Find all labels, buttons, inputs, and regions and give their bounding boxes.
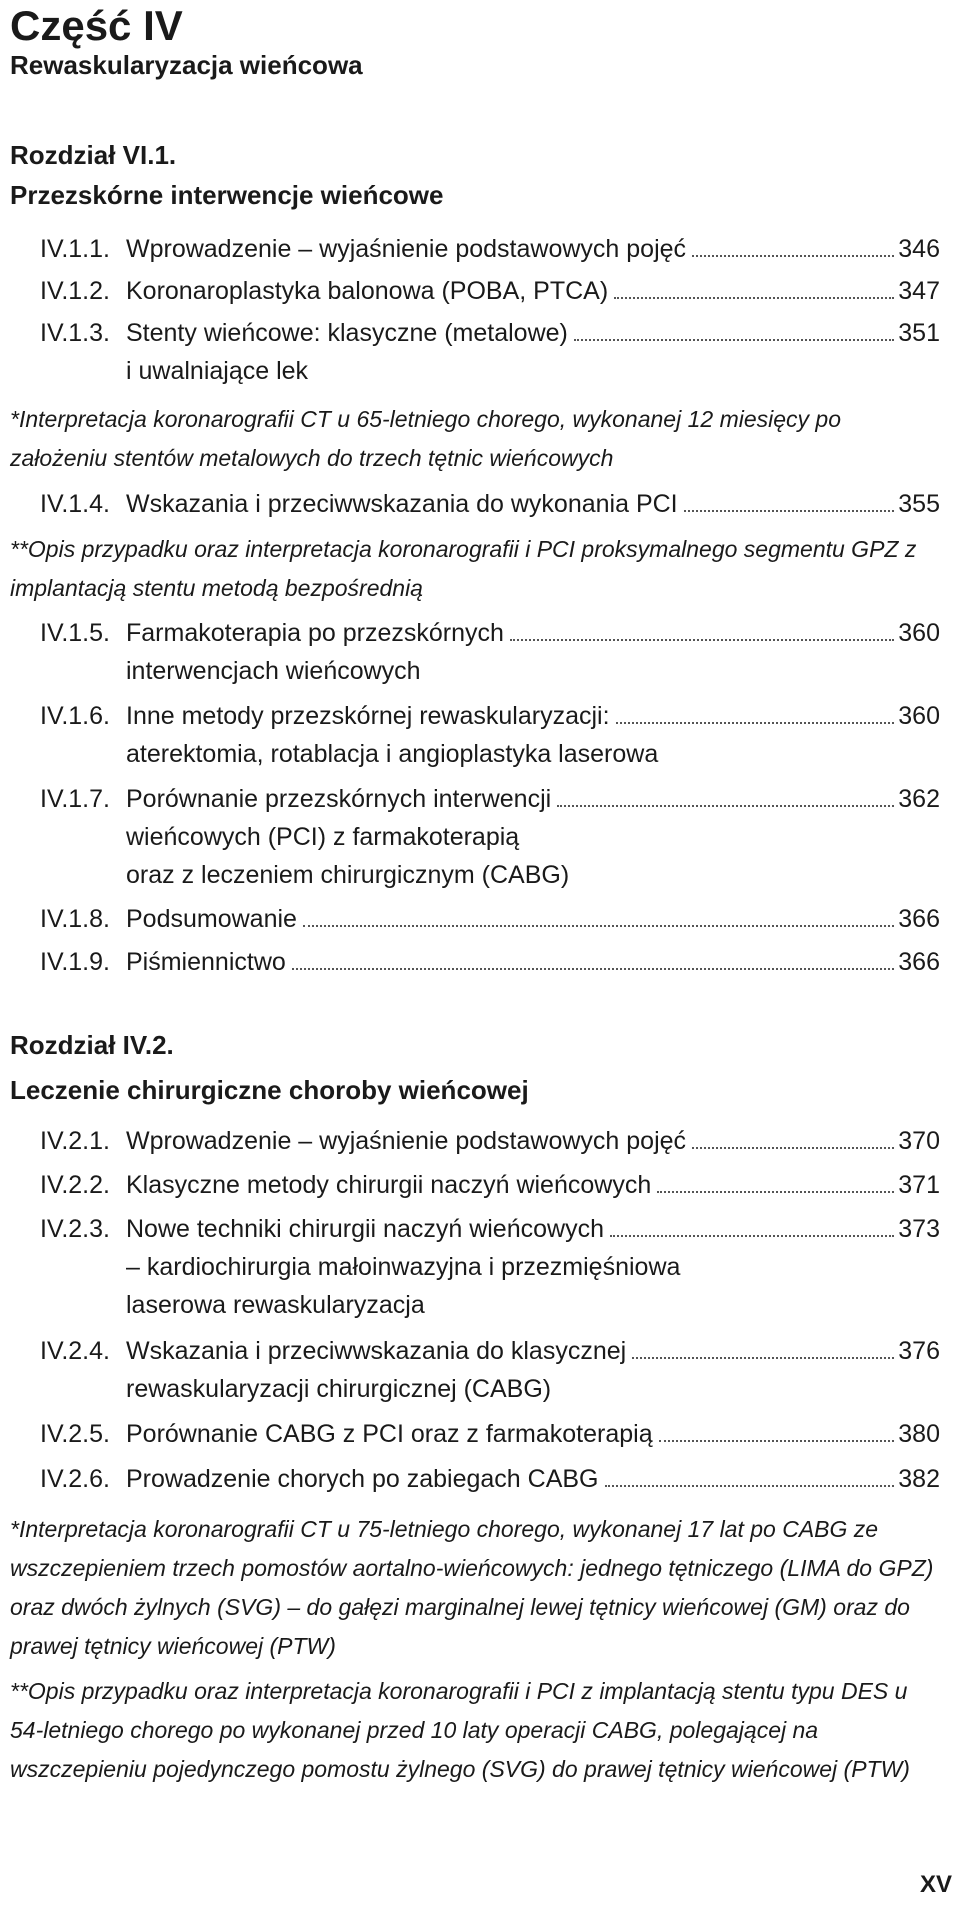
part-title: Część IV (10, 2, 183, 49)
footnote-double-asterisk: **Opis przypadku oraz interpretacja koronarografii i PCI proksymalnego segmentu GPZ z implantacją stentu metodą bezpośrednią (10, 536, 917, 601)
entry-title: Wprowadzenie – wyjaśnienie podstawowych pojęć (126, 235, 687, 263)
dot-leader (616, 722, 895, 724)
entry-page: 347 (898, 277, 940, 305)
entry-title-continuation: – kardiochirurgia małoinwazyjna i przezmięśniowa (126, 1253, 681, 1281)
entry-title: Klasyczne metody chirurgii naczyń wieńcowych (126, 1171, 652, 1199)
entry-number: IV.2.5. (40, 1420, 110, 1448)
entry-title: Farmakoterapia po przezskórnych (126, 619, 504, 647)
entry-title-continuation: laserowa rewaskularyzacja (126, 1291, 425, 1319)
entry-title: Prowadzenie chorych po zabiegach CABG (126, 1465, 599, 1493)
entry-number: IV.1.7. (40, 785, 110, 813)
entry-number: IV.2.1. (40, 1127, 110, 1155)
entry-page: 373 (898, 1215, 940, 1243)
dot-leader (692, 255, 894, 257)
entry-title-continuation: aterektomia, rotablacja i angioplastyka laserowa (126, 740, 659, 768)
dot-leader (303, 925, 894, 927)
entry-page: 360 (898, 702, 940, 730)
entry-title: Wskazania i przeciwwskazania do wykonania PCI (126, 490, 678, 518)
chapter-title: Przezskórne interwencje wieńcowe (10, 180, 444, 210)
dot-leader (659, 1440, 895, 1442)
footnote-double-asterisk: **Opis przypadku oraz interpretacja koronarografii i PCI z implantacją stentu typu DES u 54-letniego chorego po wykonanej przed 10 laty operacji CABG, polegającej na wszczepieniu pojedynczego pomostu żylnego (SVG) do prawej tętnicy wieńcowej (PTW) (10, 1678, 910, 1782)
dot-leader (292, 968, 895, 970)
entry-page: 355 (898, 490, 940, 518)
dot-leader (692, 1147, 894, 1149)
entry-page: 380 (898, 1420, 940, 1448)
dot-leader (605, 1485, 895, 1487)
entry-number: IV.2.4. (40, 1337, 110, 1365)
entry-number: IV.1.8. (40, 905, 110, 933)
entry-page: 351 (898, 319, 940, 347)
entry-number: IV.1.9. (40, 948, 110, 976)
entry-title: Wskazania i przeciwwskazania do klasycznej (126, 1337, 627, 1365)
entry-number: IV.2.3. (40, 1215, 110, 1243)
entry-number: IV.2.6. (40, 1465, 110, 1493)
entry-title: Nowe techniki chirurgii naczyń wieńcowych (126, 1215, 604, 1243)
entry-page: 382 (898, 1465, 940, 1493)
entry-title: Koronaroplastyka balonowa (POBA, PTCA) (126, 277, 609, 305)
entry-page: 346 (898, 235, 940, 263)
entry-page: 366 (898, 905, 940, 933)
entry-title-continuation: wieńcowych (PCI) z farmakoterapią (126, 823, 520, 851)
footnote-asterisk: *Interpretacja koronarografii CT u 65-letniego chorego, wykonanej 12 miesięcy po założeniu stentów metalowych do trzech tętnic wieńcowych (10, 406, 842, 471)
entry-number: IV.1.3. (40, 319, 110, 347)
footnote-asterisk: *Interpretacja koronarografii CT u 75-letniego chorego, wykonanej 17 lat po CABG ze wszczepieniem trzech pomostów aortalno-wieńcowych: jednego tętniczego (LIMA do GPZ) oraz dwóch żylnych (SVG) – do gałęzi marginalnej lewej tętnicy wieńcowej (GM) oraz do prawej tętnicy wieńcowej (PTW) (10, 1516, 934, 1659)
entry-title: Porównanie CABG z PCI oraz z farmakoterapią (126, 1420, 653, 1448)
entry-title-continuation: rewaskularyzacji chirurgicznej (CABG) (126, 1375, 552, 1403)
dot-leader (510, 639, 894, 641)
dot-leader (557, 805, 894, 807)
entry-page: 376 (898, 1337, 940, 1365)
entry-title: Podsumowanie (126, 905, 297, 933)
entry-number: IV.1.1. (40, 235, 110, 263)
dot-leader (632, 1357, 894, 1359)
entry-page: 366 (898, 948, 940, 976)
entry-title-continuation: i uwalniające lek (126, 357, 309, 385)
entry-title-continuation: oraz z leczeniem chirurgicznym (CABG) (126, 861, 570, 889)
entry-number: IV.1.4. (40, 490, 110, 518)
entry-title: Porównanie przezskórnych interwencji (126, 785, 552, 813)
entry-page: 371 (898, 1171, 940, 1199)
entry-number: IV.1.2. (40, 277, 110, 305)
part-subtitle: Rewaskularyzacja wieńcowa (10, 50, 363, 80)
entry-title-continuation: interwencjach wieńcowych (126, 657, 421, 685)
entry-number: IV.1.6. (40, 702, 110, 730)
entry-title: Wprowadzenie – wyjaśnienie podstawowych pojęć (126, 1127, 687, 1155)
dot-leader (657, 1191, 894, 1193)
entry-number: IV.1.5. (40, 619, 110, 647)
entry-page: 362 (898, 785, 940, 813)
entry-page: 360 (898, 619, 940, 647)
dot-leader (684, 510, 895, 512)
chapter-label: Rozdział VI.1. (10, 140, 177, 170)
dot-leader (614, 297, 894, 299)
entry-title: Stenty wieńcowe: klasyczne (metalowe) (126, 319, 568, 347)
entry-number: IV.2.2. (40, 1171, 110, 1199)
page-folio: XV (919, 1871, 952, 1898)
entry-title: Piśmiennictwo (126, 948, 286, 976)
entry-page: 370 (898, 1127, 940, 1155)
chapter-title: Leczenie chirurgiczne choroby wieńcowej (10, 1075, 529, 1105)
entry-title: Inne metody przezskórnej rewaskularyzacji: (126, 702, 610, 730)
dot-leader (574, 339, 894, 341)
chapter-label: Rozdział IV.2. (10, 1030, 174, 1060)
dot-leader (610, 1235, 894, 1237)
